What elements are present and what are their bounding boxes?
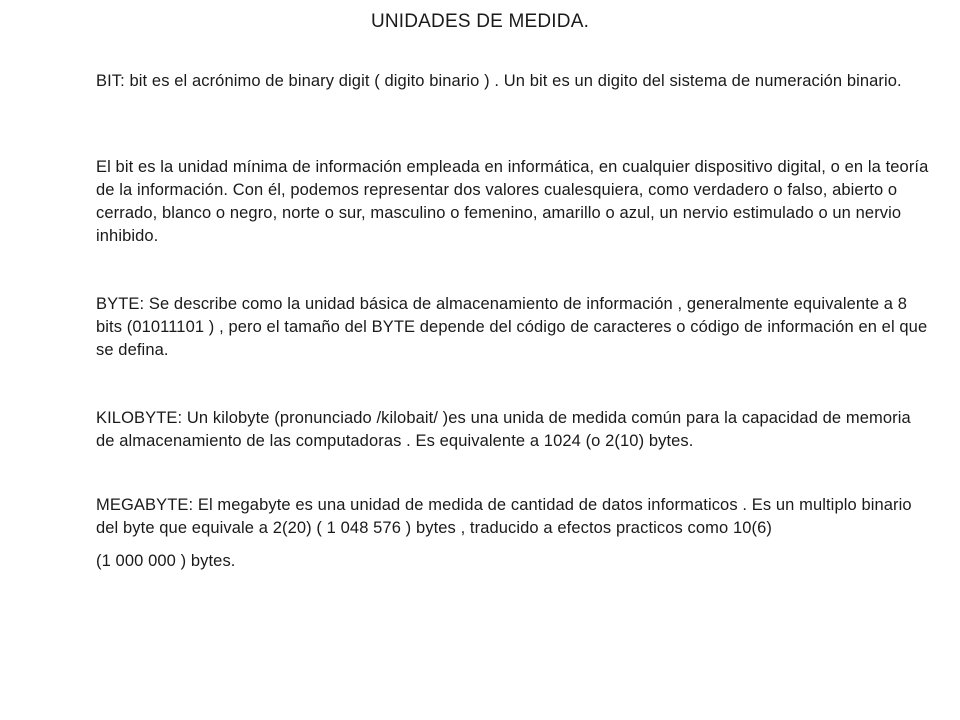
paragraph-bit: BIT: bit es el acrónimo de binary digit ( digito binario ) . Un bit es un digito del sistema de numeración binario. bbox=[96, 72, 902, 90]
paragraph-byte: BYTE: Se describe como la unidad básica de almacenamiento de información , generalmente equivalente a 8 bits (01011101 ) , pero el tamaño del BYTE depende del código de caracteres o código de información en el que se defina. bbox=[96, 295, 928, 359]
paragraph-kilobyte: KILOBYTE: Un kilobyte (pronunciado /kilobait/ )es una unida de medida común para la capacidad de memoria de almacenamiento de las computadoras . Es equivalente a 1024 (o 2(10) bytes. bbox=[96, 409, 911, 450]
paragraph-bit-description: El bit es la unidad mínima de información empleada en informática, en cualquier dispositivo digital, o en la teoría de la información. Con él, podemos representar dos valores cualesquiera, como verdadero o falso, abierto o cerrado, blanco o negro, norte o sur, masculino o femenino, amarillo o azul, un nervio estimulado o un nervio inhibido. bbox=[96, 158, 929, 245]
paragraph-megabyte-continuation: (1 000 000 ) bytes. bbox=[96, 552, 236, 570]
paragraph-megabyte: MEGABYTE: El megabyte es una unidad de medida de cantidad de datos informaticos . Es un multiplo binario del byte que equivale a 2(20) ( 1 048 576 ) bytes , traducido a efectos practicos como 10(6) bbox=[96, 496, 912, 537]
slide-title: UNIDADES DE MEDIDA. bbox=[370, 11, 590, 32]
